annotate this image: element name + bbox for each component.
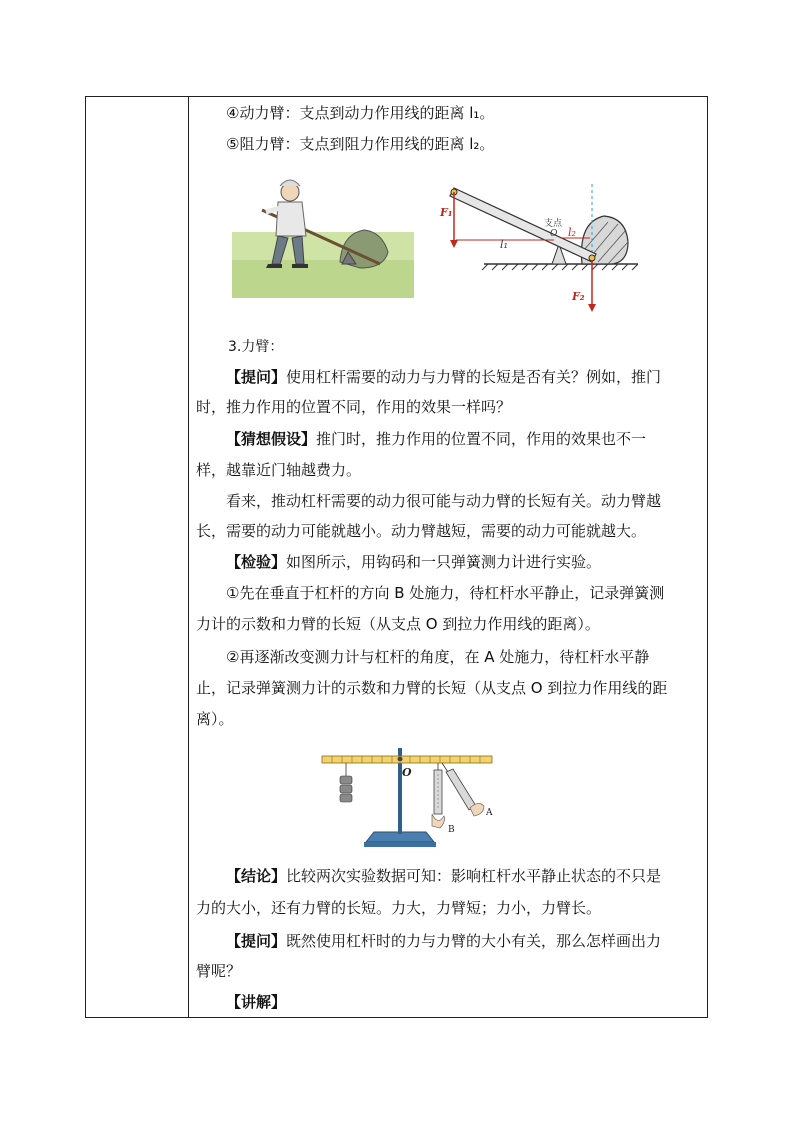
text-line: ④动力臂：支点到动力作用线的距离 l₁。 <box>226 104 495 122</box>
lever-force-diagram <box>432 180 638 320</box>
column-divider <box>188 96 189 1018</box>
man-lever-illustration <box>232 172 414 298</box>
text-line: ⑤阻力臂：支点到阻力作用线的距离 l₂。 <box>226 135 495 153</box>
text-line: 看来，推动杠杆需要的动力很可能与动力臂的长短有关。动力臂越 <box>226 492 662 510</box>
tag-label: 【提问】 <box>226 368 287 386</box>
text-line: 推门时，推力作用的位置不同，作用的效果也不一 <box>316 430 647 448</box>
o-label: O <box>402 766 412 779</box>
l2-label: l₂ <box>568 226 576 239</box>
text-line: ①先在垂直于杠杆的方向 B 处施力，待杠杆水平静止，记录弹簧测 <box>226 584 665 602</box>
text-line: ②再逐渐改变测力计与杠杆的角度，在 A 处施力，待杠杆水平静 <box>226 648 650 666</box>
text-line: 使用杠杆需要的动力与力臂的长短是否有关？例如，推门 <box>286 368 662 386</box>
text-line: 离）。 <box>196 710 234 728</box>
tag-label: 【结论】 <box>226 867 287 885</box>
l1-label: l₁ <box>500 238 508 251</box>
text-line: 力计的示数和力臂的长短（从支点 O 到拉力作用线的距离）。 <box>196 615 600 633</box>
tag-label: 【检验】 <box>226 553 287 571</box>
f2-label: F₂ <box>572 290 585 303</box>
text-line: 长，需要的动力可能就越小。动力臂越短，需要的动力可能就越大。 <box>196 522 647 540</box>
tag-label: 【讲解】 <box>226 993 287 1011</box>
text-line: 样，越靠近门轴越费力。 <box>196 461 362 479</box>
text-line: 比较两次实验数据可知：影响杠杆水平静止状态的不只是 <box>286 867 662 885</box>
b-label: B <box>448 825 455 835</box>
fulcrum-label: 支点 <box>544 219 563 229</box>
text-line: 臂呢？ <box>196 962 242 980</box>
text-line: 止，记录弹簧测力计的示数和力臂的长短（从支点 O 到拉力作用线的距 <box>196 679 668 697</box>
text-line: 如图所示，用钩码和一只弹簧测力计进行实验。 <box>286 553 602 571</box>
text-line: 既然使用杠杆时的力与力臂的大小有关，那么怎样画出力 <box>286 932 662 950</box>
tag-label: 【猜想假设】 <box>226 430 317 448</box>
text-line: 力的大小，还有力臂的长短。力大，力臂短；力小，力臂长。 <box>196 899 602 917</box>
o-label: O <box>550 229 558 239</box>
section-heading: 3.力臂： <box>228 339 284 355</box>
tag-label: 【提问】 <box>226 932 287 950</box>
f1-label: F₁ <box>440 206 453 219</box>
lever-experiment-illustration <box>316 742 500 850</box>
a-label: A <box>486 808 493 818</box>
text-line: 时，推力作用的位置不同，作用的效果一样吗？ <box>196 398 512 416</box>
